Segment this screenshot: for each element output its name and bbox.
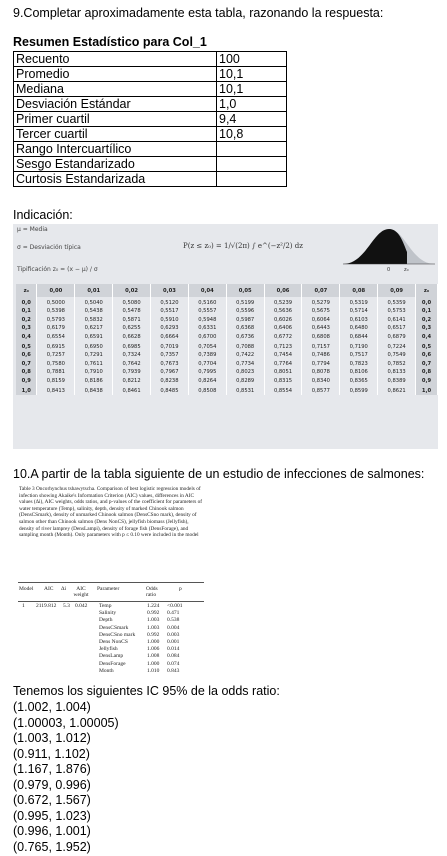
stats-row — [14, 157, 287, 172]
z-table-cell: 0,6064 — [302, 316, 340, 324]
confidence-interval: (1.003, 1.012) — [13, 731, 91, 745]
z-table-cell: 0,8186 — [75, 377, 113, 385]
z-table-cell: 0,6628 — [113, 333, 151, 341]
stats-label: Tercer cuartil — [14, 127, 217, 142]
parameter-p: 0.471 — [167, 610, 180, 617]
shaded-area — [343, 229, 407, 264]
z-table-cell: 0,7517 — [340, 351, 378, 359]
parameter-name: Month — [99, 667, 114, 674]
z-table-cell: 0,7881 — [37, 368, 75, 376]
z-table-cell: 0,6368 — [226, 324, 264, 332]
parameter-name: DensLamp — [99, 653, 124, 660]
stats-label: Desviación Estándar — [14, 97, 217, 112]
stats-label: Promedio — [14, 67, 217, 82]
z-table-cell: 0,7054 — [188, 341, 226, 351]
z-table-cell: 0,7190 — [340, 341, 378, 351]
z-table-cell: 0,8051 — [264, 368, 302, 376]
z-table-cell: 0,4 — [16, 333, 37, 341]
z-table-cell: 0,7852 — [378, 360, 416, 368]
z-table-cell: 0,8023 — [226, 368, 264, 376]
stats-value: 10,8 — [217, 127, 287, 142]
confidence-interval: (1.002, 1.004) — [13, 700, 91, 714]
z-table-cell: 0,5714 — [340, 307, 378, 315]
normal-curve-figure — [341, 224, 437, 272]
z-table-cell: 0,5040 — [75, 297, 113, 307]
z-table-cell: 0,7823 — [340, 360, 378, 368]
z-table-cell: 0,5279 — [302, 297, 340, 307]
parameter-odds: 1.003 — [147, 624, 160, 631]
z-table-cell: 0,8 — [416, 368, 438, 376]
confidence-interval: (0.672, 1.567) — [13, 793, 91, 807]
z-table-cell: 0,7 — [416, 360, 438, 368]
z-table-row — [16, 360, 438, 368]
z-table-cell: 0,5359 — [378, 297, 416, 307]
z-table-row — [16, 351, 438, 359]
standardization-formula: Tipificación z₀ = (x − μ) / σ — [17, 266, 98, 273]
stats-value — [217, 172, 287, 187]
z-table-cell: 0,5832 — [75, 316, 113, 324]
z-table-cell: 0,8159 — [37, 377, 75, 385]
parameter-p: 0.074 — [167, 660, 180, 667]
confidence-interval: (0.765, 1.952) — [13, 839, 91, 854]
stats-row — [14, 67, 287, 82]
axis-label-zero: 0 — [387, 267, 391, 272]
parameter-odds: 1.000 — [147, 639, 160, 645]
z-table-row — [16, 307, 438, 315]
confidence-interval: (0.995, 1.023) — [13, 808, 91, 823]
stats-label: Mediana — [14, 82, 217, 97]
z-table-cell: 0,5793 — [37, 316, 75, 324]
cumulative-probability-formula: P(z ≤ z₀) = 1/√(2π) ∫ e^(−z²/2) dz — [183, 242, 303, 250]
confidence-interval: (0.911, 1.102) — [13, 746, 90, 761]
z-table-cell: 0,5987 — [226, 316, 264, 324]
parameter-p: 0.003 — [167, 631, 180, 638]
z-header-cell: z₀ — [16, 284, 37, 297]
model-weight: 0.042 — [75, 603, 88, 609]
z-table-cell: 0,7642 — [113, 360, 151, 368]
z-table — [16, 284, 438, 395]
z-table-cell: 0,2 — [416, 316, 438, 324]
z-table-cell: 0,9 — [16, 377, 37, 385]
z-table-cell: 0,7389 — [188, 351, 226, 359]
parameter-odds: 1.006 — [147, 646, 160, 653]
parameter-p: 0.014 — [167, 646, 180, 653]
z-table-cell: 0,8554 — [264, 385, 302, 395]
z-header-cell: 0,04 — [188, 284, 226, 297]
z-table-cell: 0,8315 — [264, 377, 302, 385]
z-table-cell: 0,7454 — [264, 351, 302, 359]
z-table-cell: 0,7088 — [226, 341, 264, 351]
stats-label: Curtosis Estandarizada — [14, 172, 217, 187]
confidence-interval: (0.979, 0.996) — [13, 777, 91, 792]
header-bottom-rule — [18, 601, 204, 602]
z-table-cell: 0,7123 — [264, 341, 302, 351]
stats-row — [14, 172, 287, 187]
parameter-odds: 1.000 — [147, 660, 160, 667]
z-table-cell: 0,5 — [16, 341, 37, 351]
z-table-cell: 0,5557 — [188, 307, 226, 315]
z-table-cell: 0,8577 — [302, 385, 340, 395]
z-table-cell: 0,7291 — [75, 351, 113, 359]
model-number: 1 — [22, 603, 25, 609]
z-table-cell: 0,5675 — [302, 307, 340, 315]
stats-row — [14, 52, 287, 67]
z-table-cell: 0,7019 — [151, 341, 189, 351]
z-table-cell: 0,6808 — [302, 333, 340, 341]
z-table-cell: 0,5 — [416, 341, 438, 351]
z-header-cell: z₀ — [416, 284, 438, 297]
stats-row — [14, 97, 287, 112]
z-table-cell: 0,5080 — [113, 297, 151, 307]
header-aic-weight: AIC weight — [73, 586, 89, 599]
confidence-interval: (1.00003, 1.00005) — [13, 715, 119, 730]
z-table-cell: 0,5000 — [37, 297, 75, 307]
z-table-cell: 0,2 — [16, 316, 37, 324]
z-table-row — [16, 324, 438, 332]
z-table-cell: 0,8531 — [226, 385, 264, 395]
parameter-odds: 0.992 — [147, 631, 160, 638]
model-aic: 2119.812 — [36, 603, 57, 609]
z-table-cell: 0,8212 — [113, 377, 151, 385]
z-table-cell: 0,5753 — [378, 307, 416, 315]
z-table-cell: 0,6443 — [302, 324, 340, 332]
z-table-cell: 0,6915 — [37, 341, 75, 351]
stats-label: Rango Intercuartílico — [14, 142, 217, 157]
z-table-cell: 0,6026 — [264, 316, 302, 324]
question-10-text: 10.A partir de la tabla siguiente de un estudio de infecciones de salmones: — [13, 467, 425, 481]
z-table-cell: 0,0 — [416, 297, 438, 307]
z-table-cell: 0,8438 — [75, 385, 113, 395]
z-table-cell: 0,6736 — [226, 333, 264, 341]
parameter-name: Dens NonCS — [99, 639, 128, 645]
z-table-cell: 0,6141 — [378, 316, 416, 324]
question-9-text: 9.Completar aproximadamente esta tabla, razonando la respuesta: — [13, 6, 384, 20]
z-table-cell: 0,5517 — [151, 307, 189, 315]
z-header-cell: 0,05 — [226, 284, 264, 297]
z-table-cell: 0,6591 — [75, 333, 113, 341]
stats-value: 9,4 — [217, 112, 287, 127]
paper-table-caption: Table 3 Oncorhynchus tshawytscha. Comparison of best logistic regression models of infection showing Akaike's Information Criterion (AIC) values, differences in AIC values (Δi), AIC weights, odds ratios, and p-values of the coefficient for parameters of water temperature (Temp), salinity, depth, density of marked Chinook salmon (DensCSmark), density of unmarked Chinook salmon (DensCSno mark), density of salmon other than Chinook salmon (Dens NonCS), jellyfish biomass (Jellyfish), density of river lamprey (DensLampi), density of forage fish (DensForage), and sampling month (Month). Only parameters with p ≤ 0.10 were included in the model — [19, 486, 203, 539]
z-table-cell: 0,6179 — [37, 324, 75, 332]
z-table-cell: 0,7580 — [37, 360, 75, 368]
z-table-cell: 0,8133 — [378, 368, 416, 376]
stats-label: Primer cuartil — [14, 112, 217, 127]
z-header-cell: 0,02 — [113, 284, 151, 297]
z-table-cell: 0,7257 — [37, 351, 75, 359]
z-table-cell: 0,6406 — [264, 324, 302, 332]
model-delta: 5.3 — [63, 603, 70, 609]
normal-distribution-table-photo — [13, 224, 438, 449]
parameter-p: 0.004 — [167, 624, 180, 631]
z-table-cell: 0,0 — [16, 297, 37, 307]
z-table-cell: 0,7794 — [302, 360, 340, 368]
stats-row — [14, 142, 287, 157]
z-table-row — [16, 333, 438, 341]
z-table-cell: 0,7357 — [151, 351, 189, 359]
z-table-cell: 0,6 — [416, 351, 438, 359]
z-table-row — [16, 341, 438, 351]
z-table-row — [16, 377, 438, 385]
z-table-cell: 0,3 — [16, 324, 37, 332]
z-table-cell: 0,5120 — [151, 297, 189, 307]
z-table-cell: 0,8289 — [226, 377, 264, 385]
parameter-odds: 1.008 — [147, 653, 160, 660]
parameter-name: DensForage — [99, 660, 126, 667]
z-table-cell: 0,5871 — [113, 316, 151, 324]
z-table-cell: 0,8078 — [302, 368, 340, 376]
z-table-cell: 0,6255 — [113, 324, 151, 332]
parameter-name: DensCSno mark — [99, 631, 136, 638]
z-table-cell: 0,8621 — [378, 385, 416, 395]
z-table-cell: 0,5478 — [113, 307, 151, 315]
paper-table-excerpt — [13, 486, 209, 680]
axis-label-z0: z₀ — [404, 267, 409, 272]
z-table-cell: 0,5910 — [151, 316, 189, 324]
z-table-cell: 0,5239 — [264, 297, 302, 307]
z-table-cell: 0,8461 — [113, 385, 151, 395]
z-table-cell: 0,4 — [416, 333, 438, 341]
z-header-cell: 0,01 — [75, 284, 113, 297]
z-table-cell: 0,8264 — [188, 377, 226, 385]
z-table-cell: 0,5636 — [264, 307, 302, 315]
stats-label: Recuento — [14, 52, 217, 67]
stats-value: 10,1 — [217, 67, 287, 82]
header-p: p — [179, 586, 182, 592]
stats-summary-table — [13, 51, 287, 187]
z-table-row — [16, 368, 438, 376]
stats-value: 1,0 — [217, 97, 287, 112]
z-table-cell: 0,6293 — [151, 324, 189, 332]
z-table-cell: 0,8365 — [340, 377, 378, 385]
z-header-cell: 0,07 — [302, 284, 340, 297]
z-table-cell: 0,7486 — [302, 351, 340, 359]
mean-legend: μ = Media — [17, 226, 48, 233]
z-table-cell: 0,9 — [416, 377, 438, 385]
z-table-cell: 0,5438 — [75, 307, 113, 315]
parameter-odds: 0.992 — [147, 610, 160, 617]
parameter-p: 0.084 — [167, 653, 180, 660]
z-table-cell: 0,7939 — [113, 368, 151, 376]
confidence-interval: (1.167, 1.876) — [13, 762, 91, 776]
z-table-cell: 0,6331 — [188, 324, 226, 332]
z-table-cell: 0,7549 — [378, 351, 416, 359]
parameter-odds: 1.224 — [147, 603, 160, 609]
stats-value: 100 — [217, 52, 287, 67]
parameter-name: Jellyfish — [99, 646, 118, 653]
z-header-cell: 0,06 — [264, 284, 302, 297]
z-table-row — [16, 297, 438, 307]
z-table-cell: 0,5398 — [37, 307, 75, 315]
parameter-p: 0.001 — [167, 639, 180, 645]
z-table-cell: 0,7611 — [75, 360, 113, 368]
stats-row — [14, 112, 287, 127]
z-table-cell: 0,3 — [416, 324, 438, 332]
z-table-cell: 1,0 — [16, 385, 37, 395]
z-table-cell: 0,6217 — [75, 324, 113, 332]
z-table-cell: 0,7995 — [188, 368, 226, 376]
confidence-interval: (0.996, 1.001) — [13, 824, 91, 838]
z-table-cell: 0,6700 — [188, 333, 226, 341]
z-table-cell: 0,8389 — [378, 377, 416, 385]
z-table-cell: 0,8340 — [302, 377, 340, 385]
z-table-cell: 0,6554 — [37, 333, 75, 341]
z-header-cell: 0,03 — [151, 284, 189, 297]
z-table-cell: 0,1 — [16, 307, 37, 315]
z-table-cell: 0,7422 — [226, 351, 264, 359]
z-table-cell: 0,5596 — [226, 307, 264, 315]
z-table-cell: 0,6879 — [378, 333, 416, 341]
parameter-p: 0.538 — [167, 617, 180, 624]
z-table-cell: 0,6844 — [340, 333, 378, 341]
stats-value — [217, 142, 287, 157]
z-table-cell: 0,6480 — [340, 324, 378, 332]
table-top-rule — [18, 582, 204, 583]
z-header-cell: 0,08 — [340, 284, 378, 297]
z-table-cell: 0,7 — [16, 360, 37, 368]
z-table-cell: 0,7910 — [75, 368, 113, 376]
z-table-cell: 0,8413 — [37, 385, 75, 395]
z-header-cell: 0,09 — [378, 284, 416, 297]
parameter-p: <0.001 — [167, 603, 183, 609]
z-table-cell: 0,8485 — [151, 385, 189, 395]
parameter-name: Salinity — [99, 610, 117, 617]
z-table-cell: 0,5319 — [340, 297, 378, 307]
z-header-cell: 0,00 — [37, 284, 75, 297]
z-table-cell: 0,7673 — [151, 360, 189, 368]
header-aic: AIC — [44, 586, 54, 592]
z-table-cell: 0,7324 — [113, 351, 151, 359]
z-table-cell: 0,8599 — [340, 385, 378, 395]
z-table-cell: 0,5160 — [188, 297, 226, 307]
z-table-cell: 0,7967 — [151, 368, 189, 376]
z-table-cell: 0,7764 — [264, 360, 302, 368]
z-table-cell: 0,8106 — [340, 368, 378, 376]
z-table-cell: 0,6985 — [113, 341, 151, 351]
z-table-row — [16, 316, 438, 324]
z-table-cell: 0,5199 — [226, 297, 264, 307]
z-table-cell: 0,7224 — [378, 341, 416, 351]
z-table-cell: 0,8238 — [151, 377, 189, 385]
header-model: Model — [19, 586, 34, 592]
z-table-cell: 0,5948 — [188, 316, 226, 324]
ci-intro-text: Tenemos los siguientes IC 95% de la odds ratio: — [13, 684, 280, 698]
stats-value: 10,1 — [217, 82, 287, 97]
z-table-cell: 0,6 — [16, 351, 37, 359]
parameter-p: 0.843 — [167, 667, 180, 674]
parameter-name: Temp — [99, 603, 112, 609]
z-table-cell: 0,8 — [16, 368, 37, 376]
z-table-cell: 1,0 — [416, 385, 438, 395]
parameter-odds: 1.003 — [147, 617, 160, 624]
stats-row — [14, 127, 287, 142]
z-table-row — [16, 385, 438, 395]
z-table-cell: 0,6664 — [151, 333, 189, 341]
header-odds-ratio: Odds ratio — [146, 586, 158, 599]
z-table-cell: 0,7157 — [302, 341, 340, 351]
z-table-cell: 0,8508 — [188, 385, 226, 395]
header-delta: Δi — [61, 586, 67, 592]
parameter-name: Depth — [99, 617, 113, 624]
parameter-name: DensCSmark — [99, 624, 129, 631]
indicacion-label: Indicación: — [13, 208, 73, 222]
parameter-odds: 1.010 — [147, 667, 160, 674]
z-table-cell: 0,6103 — [340, 316, 378, 324]
stats-table-title: Resumen Estadístico para Col_1 — [13, 35, 207, 49]
z-table-cell: 0,7734 — [226, 360, 264, 368]
header-parameter: Parameter — [97, 586, 120, 592]
stats-value — [217, 157, 287, 172]
z-table-cell: 0,1 — [416, 307, 438, 315]
z-table-cell: 0,6772 — [264, 333, 302, 341]
z-table-cell: 0,6517 — [378, 324, 416, 332]
stats-label: Sesgo Estandarizado — [14, 157, 217, 172]
z-table-cell: 0,7704 — [188, 360, 226, 368]
sd-legend: σ = Desviación típica — [17, 244, 81, 251]
z-table-cell: 0,6950 — [75, 341, 113, 351]
stats-row — [14, 82, 287, 97]
